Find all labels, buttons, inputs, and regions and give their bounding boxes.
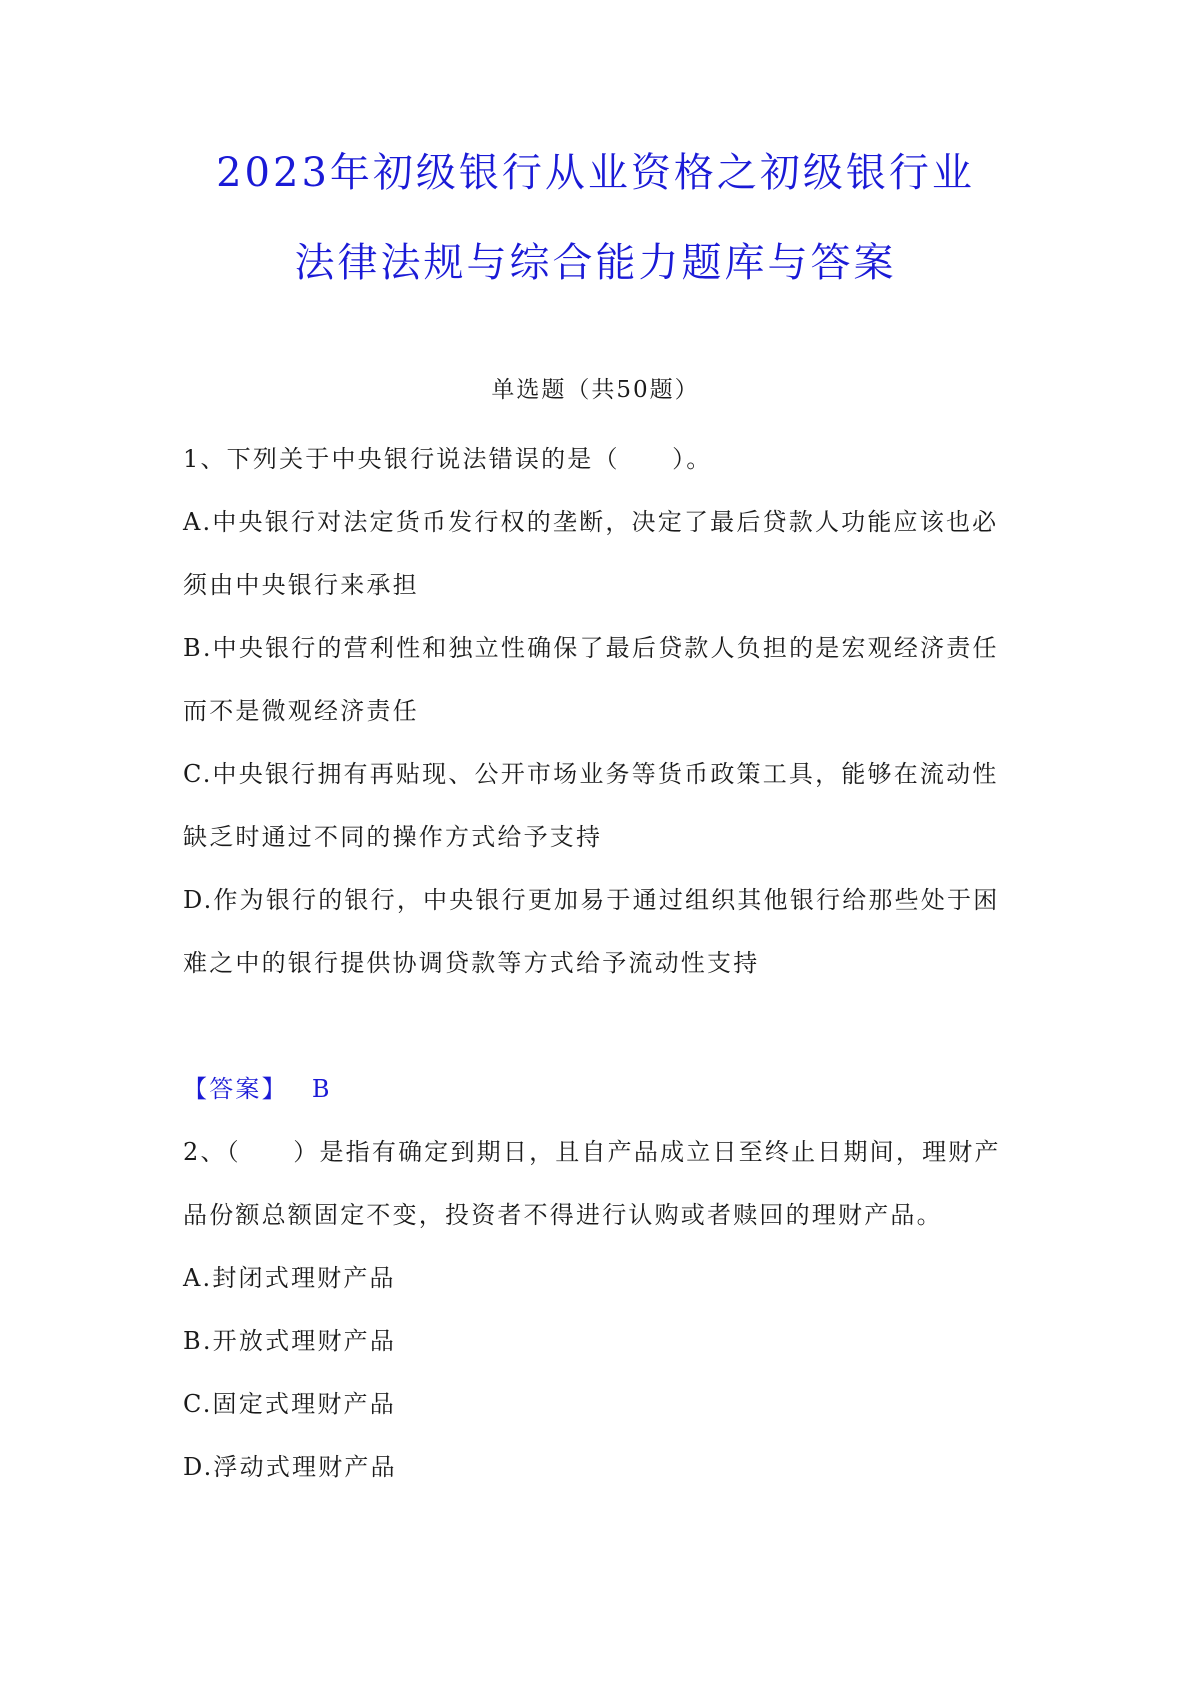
question-1-option-a: A.中央银行对法定货币发行权的垄断，决定了最后贷款人功能应该也必须由中央银行来承担 [183, 508, 999, 599]
answer-value: B [311, 1075, 332, 1103]
title-line-1: 2023年初级银行从业资格之初级银行业 [216, 150, 975, 196]
question-1-option-b: B.中央银行的营利性和独立性确保了最后贷款人负担的是宏观经济责任而不是微观经济责任 [183, 634, 999, 725]
question-1 [183, 428, 1015, 1121]
question-2-option-c: C.固定式理财产品 [183, 1390, 396, 1418]
question-1-answer [183, 1058, 1015, 1121]
question-2-option-d: D.浮动式理财产品 [183, 1453, 397, 1481]
document-title [0, 128, 1191, 308]
question-2-option-b: B.开放式理财产品 [183, 1327, 397, 1355]
question-1-option-c: C.中央银行拥有再贴现、公开市场业务等货币政策工具，能够在流动性缺乏时通过不同的操作方式给予支持 [183, 760, 999, 851]
question-2-stem: 2、（ ）是指有确定到期日，且自产品成立日至终止日期间，理财产品份额总额固定不变，投资者不得进行认购或者赎回的理财产品。 [183, 1138, 1001, 1229]
question-1-option-d: D.作为银行的银行，中央银行更加易于通过组织其他银行给那些处于困难之中的银行提供协调贷款等方式给予流动性支持 [183, 886, 1000, 977]
question-1-stem: 1、下列关于中央银行说法错误的是（ ）。 [183, 445, 713, 473]
question-2 [183, 1121, 1015, 1499]
spacer [183, 995, 1015, 1058]
answer-label: 【答案】 [183, 1075, 288, 1103]
section-heading: 单选题（共50题） [491, 377, 700, 403]
question-list [183, 428, 1015, 1499]
question-2-option-a: A.封闭式理财产品 [183, 1264, 396, 1292]
title-line-2: 法律法规与综合能力题库与答案 [294, 240, 897, 286]
